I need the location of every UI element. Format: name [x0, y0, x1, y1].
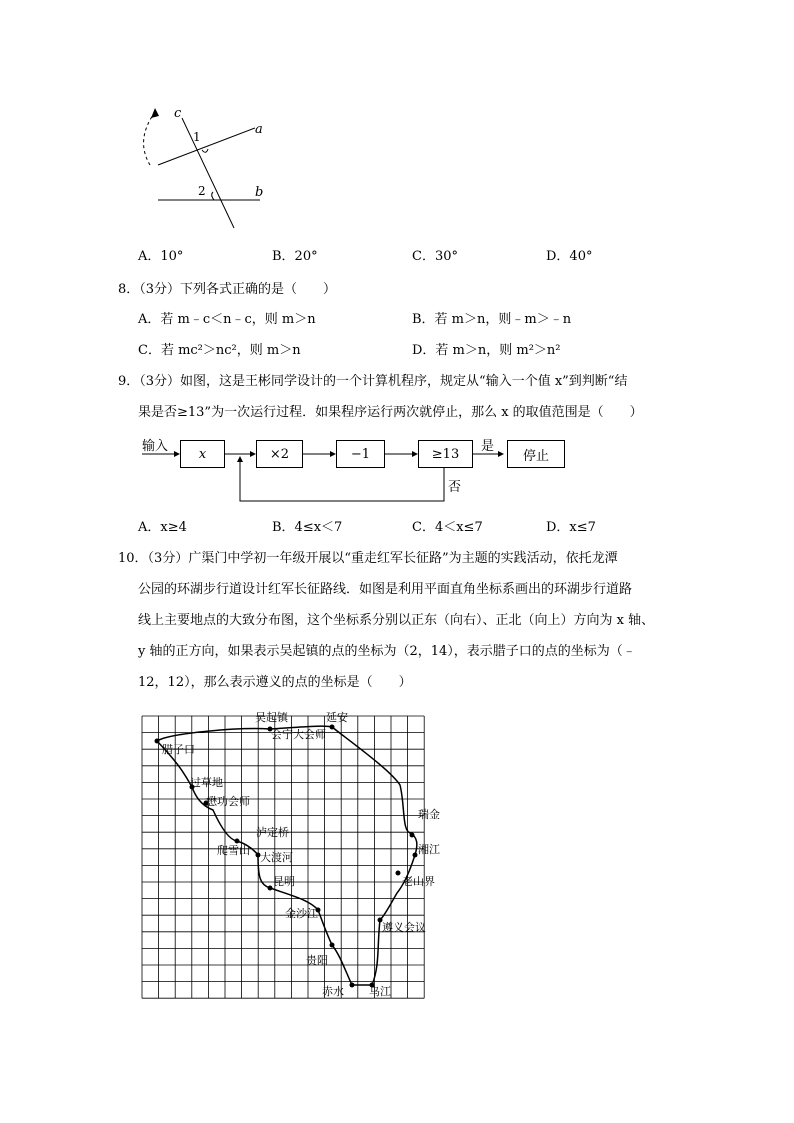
point-ruijin	[410, 833, 415, 838]
q9-option-c[interactable]: C．4＜x≤7	[412, 520, 483, 535]
angle1-arc	[202, 149, 208, 152]
q10-stem-line4: y 轴的正方向，如果表示吴起镇的点的坐标为（2，14），表示腊子口的点的坐标为（﹣	[138, 644, 636, 659]
q9-option-a[interactable]: A．x≥4	[138, 520, 187, 535]
q7-option-c[interactable]: C．30°	[412, 249, 458, 264]
q9-stem-line1: 9．（3分）如图，这是王彬同学设计的一个计算机程序，规定从“输入一个值 x”到判断“结	[118, 374, 628, 389]
q9-input-label: 输入	[142, 439, 169, 454]
q10-map	[140, 705, 440, 1001]
rotation-arrow-icon	[144, 112, 155, 165]
q9-box-stop-text: 停止	[522, 448, 549, 464]
label-laoshanjie: 老山界	[402, 875, 435, 888]
label-xiangjiang: 湘江	[418, 843, 440, 856]
point-guiyang	[330, 943, 335, 948]
label-ludingqiao: 泸定桥	[256, 826, 289, 839]
q8-option-b[interactable]: B．若 m＞n，则﹣m＞﹣n	[412, 312, 572, 327]
label-wuqizhen: 吴起镇	[255, 711, 288, 724]
label-guiyang: 贵阳	[306, 954, 328, 967]
point-lazikou	[155, 739, 160, 744]
q9-box-x	[180, 440, 225, 468]
q10-stem-line5: 12，12），那么表示遵义的点的坐标是（ ）	[138, 675, 412, 690]
q9-yes-label: 是	[481, 439, 495, 454]
label-2: 2	[198, 184, 206, 198]
label-paxueshan: 爬雪山	[217, 844, 250, 857]
angle2-arc	[212, 192, 214, 200]
label-huining: 会宁大会师	[271, 728, 326, 741]
line-a	[158, 128, 255, 165]
label-lazikou: 腊子口	[162, 743, 195, 756]
label-c: c	[174, 106, 182, 121]
q8-option-d[interactable]: D．若 m＞n，则 m²＞n²	[412, 343, 561, 358]
q9-box-x-text: x	[198, 446, 207, 462]
label-maogong: 懋功会师	[206, 795, 250, 808]
point-kunming	[268, 886, 273, 891]
q7-option-b[interactable]: B．20°	[272, 249, 318, 264]
label-a: a	[255, 122, 263, 137]
point-chishui	[350, 983, 355, 988]
line-c	[182, 118, 234, 228]
q9-box-sub	[336, 440, 385, 468]
q9-box-sub-text: −1	[350, 446, 371, 462]
label-1: 1	[193, 130, 201, 144]
q7-option-d[interactable]: D．40°	[546, 249, 593, 264]
point-ludingqiao	[235, 839, 240, 844]
point-xiangjiang	[413, 853, 418, 858]
q7-figure	[130, 100, 280, 235]
label-chishui: 赤水	[322, 985, 344, 998]
q8-option-a[interactable]: A．若 m﹣c＜n﹣c，则 m＞n	[138, 312, 316, 327]
q10-stem-line1: 10．（3分）广渠门中学初一年级开展以“重走红军长征路”为主题的实践活动，依托龙潭	[118, 551, 618, 566]
label-jinshajiang: 金沙江	[285, 907, 318, 920]
label-yanan: 延安	[326, 711, 348, 724]
label-kunming: 昆明	[273, 875, 295, 888]
q9-option-d[interactable]: D．x≤7	[546, 520, 596, 535]
q10-stem-line3: 线上主要地点的大致分布图，这个坐标系分别以正东（向右）、正北（向上）方向为 x 轴、	[138, 613, 655, 628]
q10-stem-line2: 公园的环湖步行道设计红军长征路线．如图是利用平面直角坐标系画出的环湖步行道路	[138, 582, 633, 597]
label-zunyi: 遵义会议	[382, 921, 426, 934]
q8-stem: 8．（3分）下列各式正确的是（ ）	[118, 282, 337, 297]
q9-box-stop	[507, 440, 565, 468]
point-yanan	[330, 725, 335, 730]
point-laoshanjie	[396, 871, 401, 876]
q9-box-cond	[418, 440, 473, 468]
q9-box-mul	[256, 440, 303, 468]
q9-box-cond-text: ≥13	[431, 446, 460, 462]
label-b: b	[255, 185, 264, 200]
arrow-head-icon	[151, 108, 159, 118]
q8-option-c[interactable]: C．若 mc²＞nc²，则 m＞n	[138, 343, 301, 358]
q9-option-b[interactable]: B．4≤x＜7	[272, 520, 343, 535]
q7-option-a[interactable]: A．10°	[138, 249, 184, 264]
q9-box-mul-text: ×2	[269, 446, 290, 462]
q9-no-label: 否	[448, 480, 462, 495]
label-daduhe: 大渡河	[260, 851, 293, 864]
label-guocaodi: 过草地	[190, 776, 223, 789]
label-ruijin: 瑞金	[418, 808, 440, 821]
q9-stem-line2: 果是否≥13”为一次运行过程．如果程序运行两次就停止，那么 x 的取值范围是（ ）	[138, 405, 643, 420]
label-wujiang: 乌江	[369, 985, 391, 998]
